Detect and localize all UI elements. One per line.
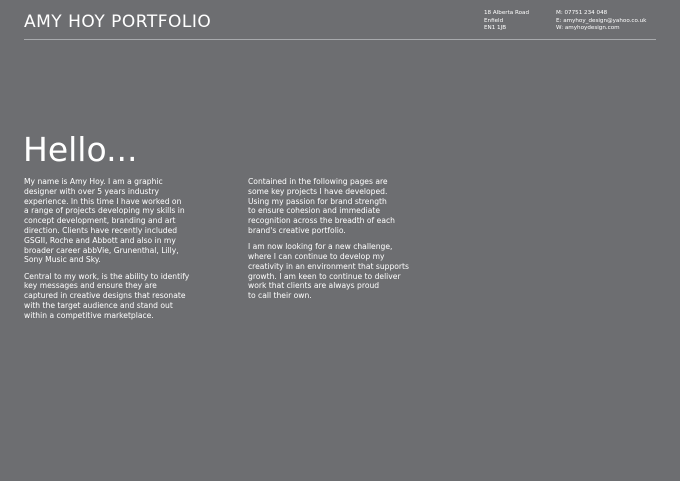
intro-paragraph [248, 242, 448, 301]
text-line: captured in creative designs that resonate [24, 291, 186, 301]
text-line: Central to my work, is the ability to identify [24, 271, 190, 281]
text-line: some key projects I have developed. [248, 186, 388, 196]
portfolio-title: AMY HOY PORTFOLIO [24, 12, 212, 32]
text-line: brand's creative portfolio. [248, 225, 346, 235]
text-line: where I can continue to develop my [248, 252, 385, 262]
text-line: designer with over 5 years industry [24, 186, 159, 196]
text-line: Using my passion for brand strength [248, 196, 387, 206]
header-divider [24, 39, 656, 40]
text-line: Contained in the following pages are [248, 177, 388, 186]
intro-column-right [248, 177, 448, 308]
text-line: My name is Amy Hoy. I am a graphic [24, 177, 163, 186]
intro-paragraph [248, 177, 448, 236]
text-line: to call their own. [248, 291, 312, 301]
address-block [484, 10, 529, 33]
text-line: a range of projects developing my skills in [24, 206, 185, 216]
text-line: GSGII, Roche and Abbott and also in my [24, 235, 176, 245]
address-line: Enfield [484, 17, 504, 24]
intro-paragraph [24, 272, 224, 321]
contact-mobile: M: 07751 234 048 [556, 10, 608, 16]
contact-website: W: amyhoydesign.com [556, 25, 620, 32]
intro-paragraph [24, 177, 224, 265]
intro-column-left [24, 177, 224, 327]
page-heading: Hello... [23, 130, 138, 169]
text-line: key messages and ensure they are [24, 281, 157, 291]
address-line: EN1 1JB [484, 25, 507, 32]
text-line: work that clients are always proud [248, 281, 380, 291]
contact-email: E: amyhoy_design@yahoo.co.uk [556, 17, 647, 24]
address-line: 18 Alberta Road [484, 10, 530, 16]
text-line: Sony Music and Sky. [24, 255, 101, 265]
text-line: I am now looking for a new challenge, [248, 242, 393, 252]
text-line: growth. I am keen to continue to deliver [248, 271, 401, 281]
contact-block [556, 10, 646, 33]
text-line: with the target audience and stand out [24, 301, 173, 311]
text-line: direction. Clients have recently included [24, 225, 178, 235]
text-line: broader career abbVie, Grunenthal, Lilly, [24, 245, 179, 255]
text-line: experience. In this time I have worked on [24, 196, 182, 206]
text-line: creativity in an environment that supports [248, 261, 409, 271]
text-line: recognition across the breadth of each [248, 216, 395, 226]
text-line: concept development, branding and art [24, 216, 176, 226]
text-line: to ensure cohesion and immediate [248, 206, 381, 216]
text-line: within a competitive marketplace. [24, 310, 154, 320]
